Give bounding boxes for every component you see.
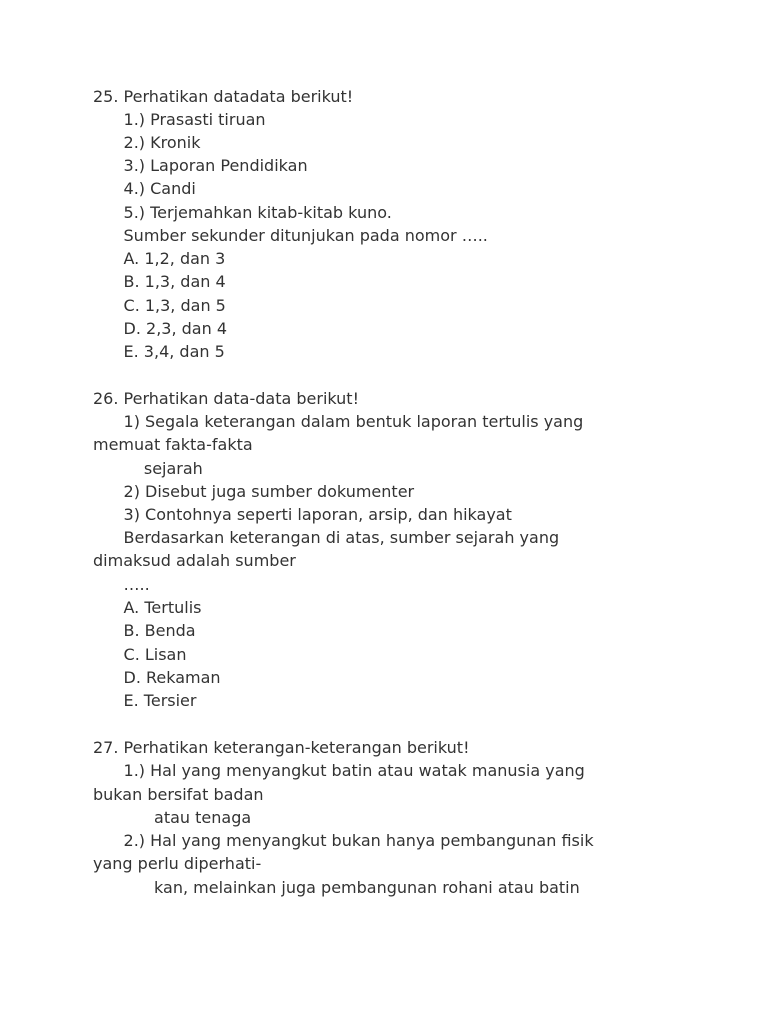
question-26-item-1: 1) Segala keterangan dalam bentuk laporan tertulis yang xyxy=(93,412,584,431)
question-26-item-3: 3) Contohnya seperti laporan, arsip, dan hikayat xyxy=(93,505,512,524)
question-25-option-e: E. 3,4, dan 5 xyxy=(93,342,225,361)
question-26-prompt: Berdasarkan keterangan di atas, sumber sejarah yang xyxy=(93,528,560,547)
question-25-item-3: 3.) Laporan Pendidikan xyxy=(93,156,308,175)
question-27-item-2: 2.) Hal yang menyangkut bukan hanya pembangunan fisik xyxy=(93,831,594,850)
question-25-option-a: A. 1,2, dan 3 xyxy=(93,249,226,268)
question-26-option-b: B. Benda xyxy=(93,621,196,640)
question-25-option-b: B. 1,3, dan 4 xyxy=(93,272,226,291)
question-25-option-c: C. 1,3, dan 5 xyxy=(93,296,226,315)
question-27-item-1-cont: atau tenaga xyxy=(93,808,252,827)
question-27-item-1-cont: bukan bersifat badan xyxy=(93,785,264,804)
question-25-item-5: 5.) Terjemahkan kitab-kitab kuno. xyxy=(93,203,392,222)
question-27-item-2-cont: kan, melainkan juga pembangunan rohani atau batin xyxy=(93,878,580,897)
question-26-option-c: C. Lisan xyxy=(93,645,187,664)
question-26-prompt-cont: ….. xyxy=(93,575,150,594)
question-27-item-2-cont: yang perlu diperhati- xyxy=(93,854,262,873)
question-26-option-d: D. Rekaman xyxy=(93,668,221,687)
question-25-heading: 25. Perhatikan datadata berikut! xyxy=(93,87,354,106)
question-25-item-1: 1.) Prasasti tiruan xyxy=(93,110,266,129)
question-27-item-1: 1.) Hal yang menyangkut batin atau watak manusia yang xyxy=(93,761,585,780)
question-26-item-1-cont: memuat fakta-fakta xyxy=(93,435,253,454)
question-26-prompt-cont: dimaksud adalah sumber xyxy=(93,551,296,570)
question-26-option-e: E. Tersier xyxy=(93,691,197,710)
question-26-option-a: A. Tertulis xyxy=(93,598,202,617)
question-26-item-1-cont: sejarah xyxy=(93,459,203,478)
question-25-item-4: 4.) Candi xyxy=(93,179,196,198)
question-26-item-2: 2) Disebut juga sumber dokumenter xyxy=(93,482,415,501)
question-25-option-d: D. 2,3, dan 4 xyxy=(93,319,227,338)
question-25-prompt: Sumber sekunder ditunjukan pada nomor ….. xyxy=(93,226,488,245)
question-25-item-2: 2.) Kronik xyxy=(93,133,201,152)
question-27-heading: 27. Perhatikan keterangan-keterangan berikut! xyxy=(93,738,470,757)
question-26-heading: 26. Perhatikan data-data berikut! xyxy=(93,389,359,408)
